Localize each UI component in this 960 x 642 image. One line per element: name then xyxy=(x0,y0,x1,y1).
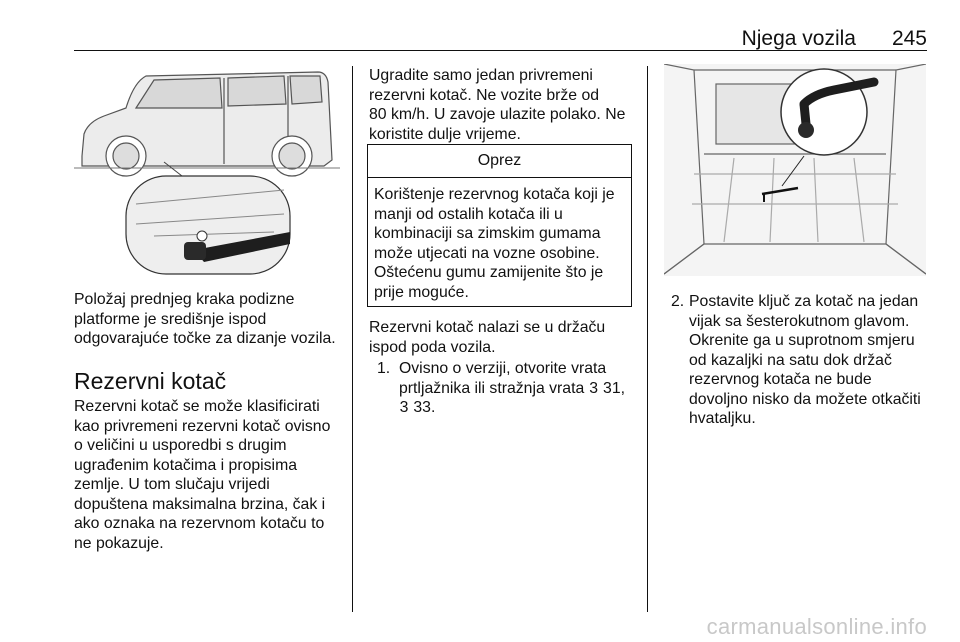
holder-line: Rezervni kotač nalazi se u držaču xyxy=(369,319,606,336)
step-line: od kazaljki na satu dok držač xyxy=(689,351,892,369)
step-line: Postavite ključ za kotač na jedan xyxy=(689,293,919,310)
step-line-3 xyxy=(399,398,625,418)
page-number: 245 xyxy=(891,27,927,50)
intro-line: rezervni kotač. Ne vozite brže od xyxy=(369,86,600,104)
caption-line: platforme je središnje ispod xyxy=(74,310,267,328)
cargo-area-wrench-illustration xyxy=(664,64,926,276)
paragraph-line: zemlje. U tom slučaju vrijedi xyxy=(74,476,270,493)
caution-line: prije moguće. xyxy=(374,283,469,301)
step-2 xyxy=(671,292,933,432)
caution-line: manji od ostalih kotača ili u xyxy=(374,205,563,223)
page-header-title: Njega vozila xyxy=(741,27,856,50)
paragraph-line: kao privremeni rezervni kotač ovisno xyxy=(74,417,331,435)
caution-line: može utjecati na vozne osobine. xyxy=(374,244,600,262)
step-line: Okrenite ga u suprotnom smjeru xyxy=(689,332,915,349)
watermark: carmanualsonline.info xyxy=(706,614,927,639)
spare-wheel-paragraph xyxy=(74,397,330,553)
header-rule xyxy=(74,50,927,51)
step-text xyxy=(399,359,625,418)
column-divider-left xyxy=(352,66,353,612)
step-line: dovoljno nisko da možete otkačiti xyxy=(689,390,921,408)
paragraph-line: ako oznaka na rezervnom kotaču to xyxy=(74,515,325,532)
caution-line: kombinaciji sa zimskim gumama xyxy=(374,225,601,242)
step-line-2 xyxy=(399,379,625,399)
step-line: rezervnog kotača ne bude xyxy=(689,371,872,388)
step-text xyxy=(689,292,921,429)
van-lifting-point-illustration xyxy=(74,64,340,278)
page-reference-link[interactable]: 31, xyxy=(603,379,625,397)
step-number: 1. xyxy=(377,360,391,377)
holder-location-paragraph xyxy=(369,318,605,357)
column-divider-right xyxy=(647,66,648,612)
caption-line: odgovarajuće točke za dizanje vozila. xyxy=(74,330,336,347)
step-line: Ovisno o verziji, otvorite vrata xyxy=(399,360,607,377)
caution-title: Oprez xyxy=(368,145,631,178)
section-heading: Rezervni kotač xyxy=(74,368,227,394)
page-reference-link[interactable]: 33. xyxy=(413,399,436,416)
step-number: 2. xyxy=(671,293,685,310)
paragraph-line: ugrađenim kotačima i propisima xyxy=(74,456,298,474)
intro-line: Ugradite samo jedan privremeni xyxy=(369,67,593,84)
caution-line: Oštećenu gumu zamijenite što je xyxy=(374,264,604,281)
paragraph-line: Rezervni kotač se može klasificirati xyxy=(74,398,320,415)
intro-line: koristite dulje vrijeme. xyxy=(369,125,521,143)
holder-line: ispod poda vozila. xyxy=(369,338,496,356)
caution-body xyxy=(368,178,631,309)
caption-line: Položaj prednjeg kraka podizne xyxy=(74,291,295,308)
intro-paragraph xyxy=(369,66,625,144)
caution-box xyxy=(367,144,632,307)
figure-caption xyxy=(74,290,336,349)
page-reference-arrow-icon: 3 xyxy=(589,379,599,397)
paragraph-line: ne pokazuje. xyxy=(74,534,164,552)
intro-line: 80 km/h. U zavoje ulazite polako. Ne xyxy=(369,106,626,123)
caution-line: Korištenje rezervnog kotača koji je xyxy=(374,186,615,203)
step-line: vijak sa šesterokutnom glavom. xyxy=(689,312,910,330)
paragraph-line: o veličini u usporedbi s drugim xyxy=(74,437,287,454)
step-line: hvataljku. xyxy=(689,410,756,427)
step-line-text: prtljažnika ili stražnja vrata xyxy=(399,379,585,397)
step-1 xyxy=(377,359,639,419)
paragraph-line: dopuštena maksimalna brzina, čak i xyxy=(74,495,326,513)
page-reference-arrow-icon: 3 xyxy=(399,399,409,416)
